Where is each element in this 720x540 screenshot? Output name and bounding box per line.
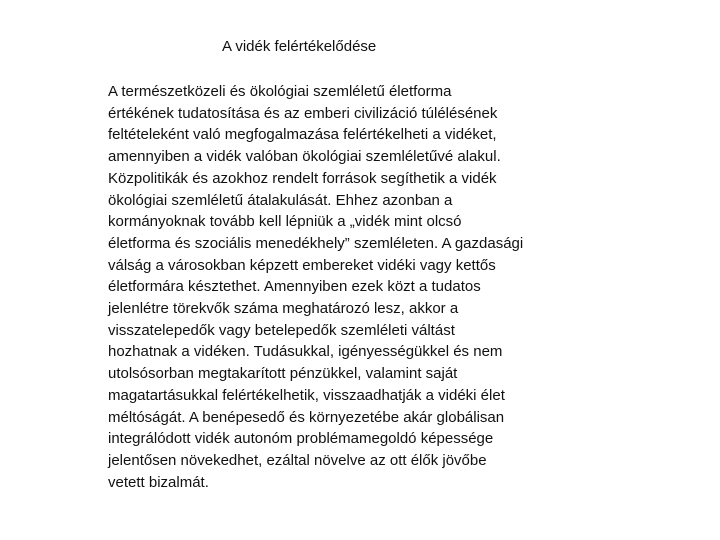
paragraph-line: feltételeként való megfogalmazása felértékelheti a vidéket, <box>108 126 497 144</box>
paragraph-line: A természetközeli és ökológiai szemléletű életforma <box>108 83 452 100</box>
paragraph-line: jelentősen növekedhet, ezáltal növelve az ott élők jövőbe <box>108 451 487 469</box>
paragraph-line: amennyiben a vidék valóban ökológiai szemléletűvé alakul. <box>108 148 501 166</box>
paragraph-line: utolsósorban megtakarított pénzükkel, valamint saját <box>108 365 458 383</box>
paragraph-line: integrálódott vidék autonóm problémamegoldó képessége <box>108 430 494 448</box>
paragraph-line: életformára késztethet. Amennyiben ezek közt a tudatos <box>108 278 481 296</box>
paragraph-line: méltóságát. A benépesedő és környezetébe akár globálisan <box>108 408 505 426</box>
paragraph-line: hozhatnak a vidéken. Tudásukkal, igényességükkel és nem <box>108 343 503 361</box>
paragraph-line: Közpolitikák és azokhoz rendelt források segíthetik a vidék <box>108 169 497 187</box>
body-paragraph <box>108 81 523 493</box>
page-title: A vidék felértékelődése <box>222 38 377 55</box>
paragraph-line: válság a városokban képzett embereket vidéki vagy kettős <box>108 256 496 274</box>
paragraph-line: életforma és szociális menedékhely” szemléleten. A gazdasági <box>108 234 524 252</box>
paragraph-line: visszatelepedők vagy betelepedők szemléleti váltást <box>108 321 455 339</box>
paragraph-line: kormányoknak tovább kell lépniük a „vidék mint olcsó <box>108 213 462 231</box>
paragraph-line: vetett bizalmát. <box>108 473 209 491</box>
paragraph-line: ökológiai szemléletű átalakulását. Ehhez azonban a <box>108 191 453 209</box>
paragraph-line: jelenlétre törekvők száma meghatározó lesz, akkor a <box>108 300 459 318</box>
paragraph-line: értékének tudatosítása és az emberi civilizáció túlélésének <box>108 104 498 122</box>
paragraph-line: magatartásukkal felértékelhetik, visszaadhatják a vidéki élet <box>108 386 505 404</box>
